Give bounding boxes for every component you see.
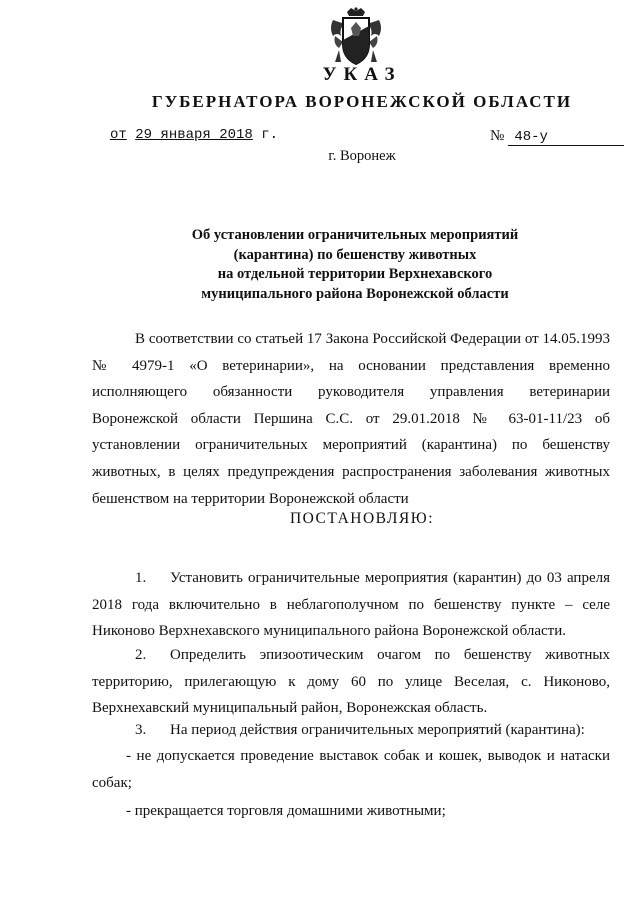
number-label: № xyxy=(490,128,505,144)
document-city: г. Воронеж xyxy=(328,148,396,164)
document-subtitle: ГУБЕРНАТОРА ВОРОНЕЖСКОЙ ОБЛАСТИ xyxy=(151,92,573,111)
item-paragraph xyxy=(92,565,610,645)
heading-line: муниципального района Воронежской области xyxy=(201,285,509,302)
item-paragraph xyxy=(92,717,610,744)
item-text: На период действия ограничительных мероприятий (карантина): xyxy=(170,722,585,738)
document-number xyxy=(490,127,624,146)
dash-item: - прекращается торговля домашними животными; xyxy=(126,803,446,819)
item-number: 2. xyxy=(135,647,147,663)
heading-line: (карантина) по бешенству животных xyxy=(233,246,477,263)
item-number: 3. xyxy=(135,722,147,738)
number-value: 48-у xyxy=(508,129,624,146)
item-text: Определить эпизоотическим очагом по бешенству животных территорию, прилегающую к дому 60 по улице Веселая, с. Никоново, Верхнехавский муниципальный район, Воронежская область. xyxy=(92,647,610,717)
document-date xyxy=(110,127,278,143)
heading-line: Об установлении ограничительных мероприятий xyxy=(191,227,519,243)
document-heading xyxy=(150,226,560,304)
item-paragraph xyxy=(92,642,610,722)
document-title: УКАЗ xyxy=(322,64,402,85)
resolve-word: ПОСТАНОВЛЯЮ: xyxy=(289,510,435,527)
date-suffix: г. xyxy=(261,127,279,143)
item-text: Установить ограничительные мероприятия (карантин) до 03 апреля 2018 года включительно в неблагополучном по бешенству пункте – селе Никоново Верхнехавского муниципального района Воронежской области. xyxy=(92,570,610,640)
coat-of-arms-icon xyxy=(325,6,387,68)
dash-item: - не допускается проведение выставок собак и кошек, выводок и натаски собак; xyxy=(92,748,610,791)
item-number: 1. xyxy=(135,570,147,586)
heading-line: на отдельной территории Верхнехавского xyxy=(217,266,493,282)
date-prefix: от xyxy=(110,127,127,143)
preamble-paragraph: В соответствии со статьей 17 Закона Российской Федерации от 14.05.1993 № 4979-1 «О ветеринарии», на основании представления временно исполняющего обязанности руководителя управления ветеринарии Воронежской области Першина С.С. от 29.01.2018 № 63-01-11/23 об установлении ограничительных мероприятий (карантина) по бешенству животных, в целях предупреждения распространения заболевания животных бешенством на территории Воронежской области xyxy=(92,331,610,507)
date-value: 29 января 2018 xyxy=(135,127,253,143)
